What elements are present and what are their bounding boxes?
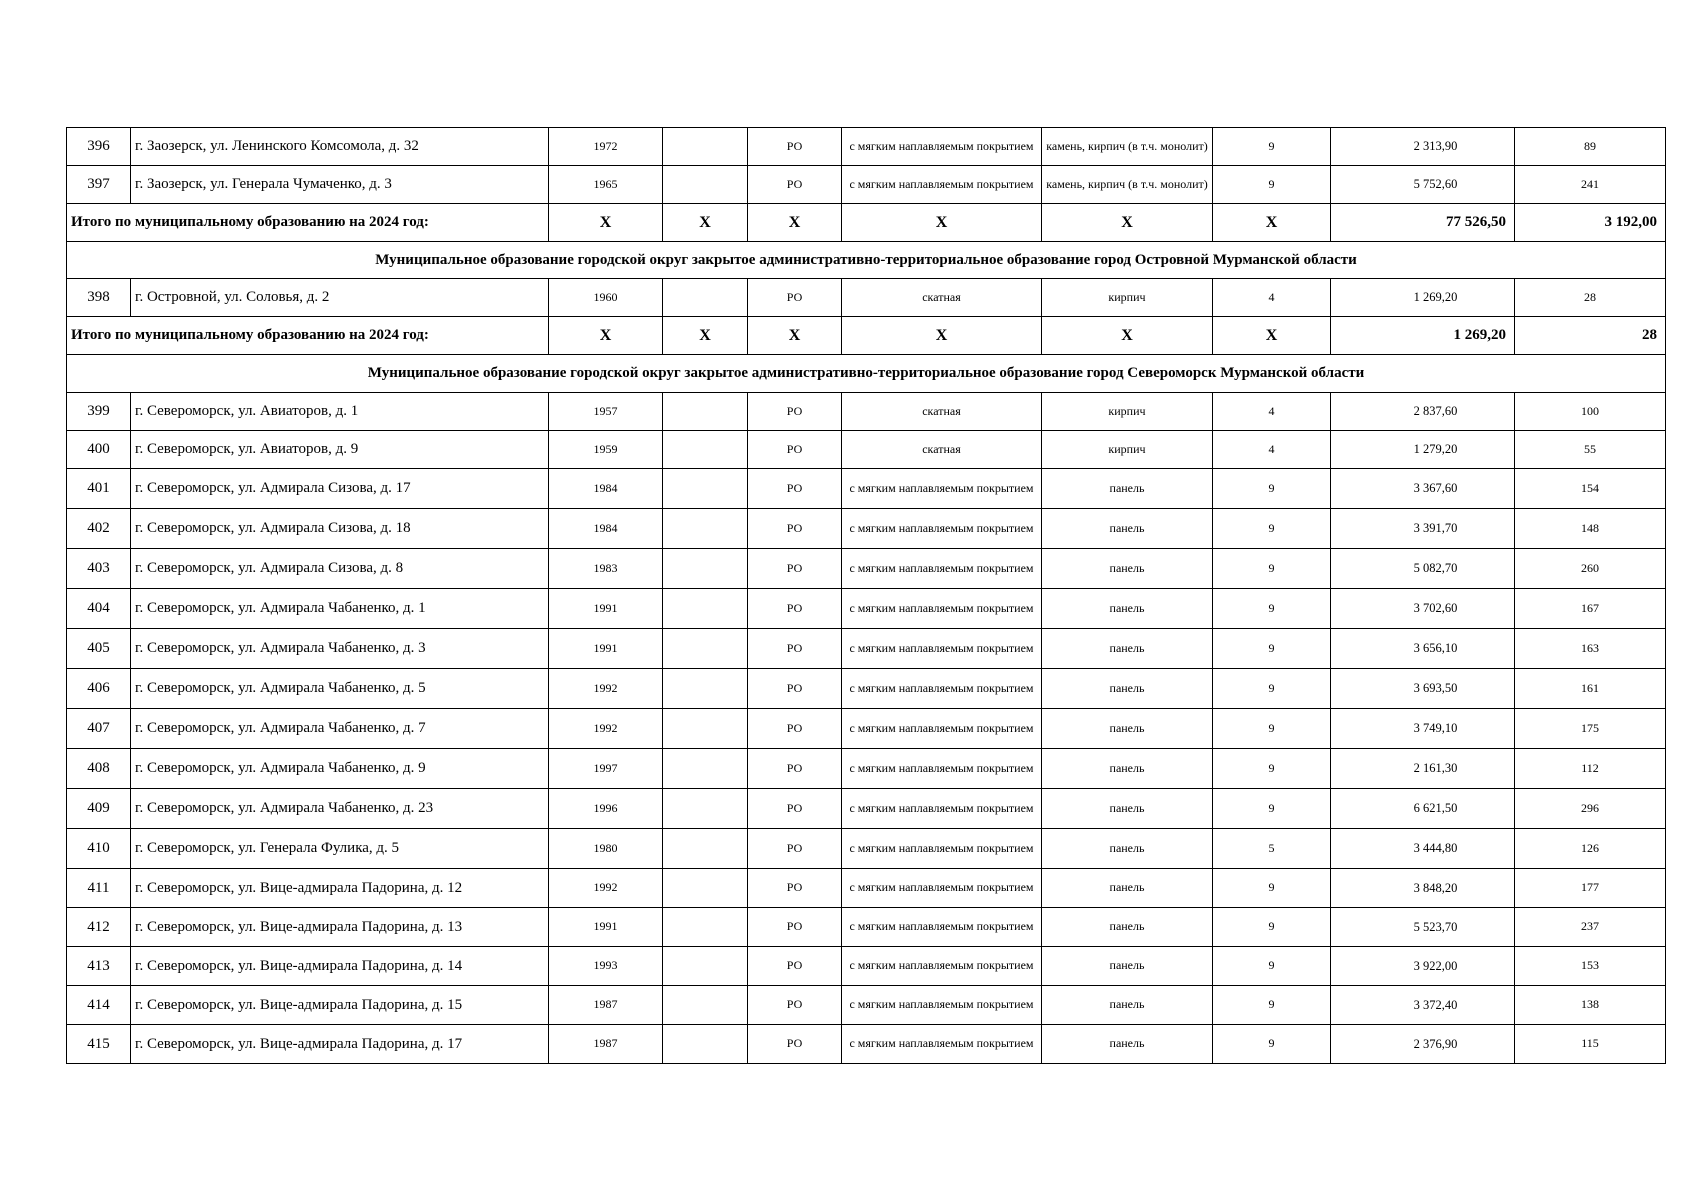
empty-cell [663, 986, 748, 1025]
year-cell: 1957 [549, 393, 663, 431]
roof-type-cell: с мягким наплавляемым покрытием [842, 1025, 1042, 1064]
wall-material-cell: панель [1042, 789, 1213, 829]
wall-material-cell: панель [1042, 829, 1213, 869]
year-cell: 1996 [549, 789, 663, 829]
x-mark-cell: X [748, 204, 842, 242]
table-row [67, 789, 1666, 829]
empty-cell [663, 669, 748, 709]
wall-material-cell: панель [1042, 669, 1213, 709]
row-number-cell: 405 [67, 629, 131, 669]
total-residents-cell: 3 192,00 [1515, 204, 1666, 242]
year-cell: 1972 [549, 128, 663, 166]
table-row [67, 947, 1666, 986]
address-cell: г. Североморск, ул. Вице-адмирала Падорина, д. 13 [131, 908, 549, 947]
residents-cell: 28 [1515, 279, 1666, 317]
year-cell: 1997 [549, 749, 663, 789]
x-mark-cell: X [663, 204, 748, 242]
row-number-cell: 409 [67, 789, 131, 829]
type-cell: РО [748, 1025, 842, 1064]
table-row [67, 709, 1666, 749]
type-cell: РО [748, 869, 842, 908]
area-cell: 3 367,60 [1331, 469, 1515, 509]
row-number-cell: 414 [67, 986, 131, 1025]
address-cell: г. Североморск, ул. Адмирала Сизова, д. 8 [131, 549, 549, 589]
total-area-cell: 77 526,50 [1331, 204, 1515, 242]
total-label-cell: Итого по муниципальному образованию на 2024 год: [67, 204, 549, 242]
roof-type-cell: с мягким наплавляемым покрытием [842, 469, 1042, 509]
floors-cell: 9 [1213, 549, 1331, 589]
area-cell: 2 376,90 [1331, 1025, 1515, 1064]
residents-cell: 138 [1515, 986, 1666, 1025]
residents-cell: 296 [1515, 789, 1666, 829]
address-cell: г. Заозерск, ул. Генерала Чумаченко, д. 3 [131, 166, 549, 204]
x-mark-cell: X [1213, 204, 1331, 242]
floors-cell: 9 [1213, 869, 1331, 908]
type-cell: РО [748, 589, 842, 629]
floors-cell: 9 [1213, 947, 1331, 986]
roof-type-cell: с мягким наплавляемым покрытием [842, 589, 1042, 629]
empty-cell [663, 709, 748, 749]
type-cell: РО [748, 393, 842, 431]
x-mark-cell: X [748, 317, 842, 355]
type-cell: РО [748, 829, 842, 869]
year-cell: 1992 [549, 869, 663, 908]
roof-type-cell: с мягким наплавляемым покрытием [842, 749, 1042, 789]
year-cell: 1984 [549, 509, 663, 549]
wall-material-cell: панель [1042, 908, 1213, 947]
wall-material-cell: панель [1042, 709, 1213, 749]
table-row [67, 1025, 1666, 1064]
area-cell: 3 922,00 [1331, 947, 1515, 986]
x-mark-cell: X [663, 317, 748, 355]
type-cell: РО [748, 166, 842, 204]
empty-cell [663, 829, 748, 869]
year-cell: 1987 [549, 986, 663, 1025]
floors-cell: 4 [1213, 279, 1331, 317]
residents-cell: 161 [1515, 669, 1666, 709]
type-cell: РО [748, 789, 842, 829]
area-cell: 5 752,60 [1331, 166, 1515, 204]
row-number-cell: 407 [67, 709, 131, 749]
table-row [67, 629, 1666, 669]
residents-cell: 55 [1515, 431, 1666, 469]
row-number-cell: 408 [67, 749, 131, 789]
wall-material-cell: панель [1042, 549, 1213, 589]
wall-material-cell: панель [1042, 986, 1213, 1025]
row-number-cell: 410 [67, 829, 131, 869]
address-cell: г. Североморск, ул. Вице-адмирала Падорина, д. 17 [131, 1025, 549, 1064]
area-cell: 3 372,40 [1331, 986, 1515, 1025]
address-cell: г. Североморск, ул. Вице-адмирала Падорина, д. 15 [131, 986, 549, 1025]
floors-cell: 9 [1213, 908, 1331, 947]
table-row [67, 869, 1666, 908]
wall-material-cell: панель [1042, 749, 1213, 789]
row-number-cell: 411 [67, 869, 131, 908]
type-cell: РО [748, 908, 842, 947]
address-cell: г. Североморск, ул. Адмирала Сизова, д. 17 [131, 469, 549, 509]
row-number-cell: 399 [67, 393, 131, 431]
floors-cell: 9 [1213, 509, 1331, 549]
empty-cell [663, 629, 748, 669]
roof-type-cell: с мягким наплавляемым покрытием [842, 166, 1042, 204]
floors-cell: 9 [1213, 128, 1331, 166]
type-cell: РО [748, 986, 842, 1025]
residents-cell: 154 [1515, 469, 1666, 509]
table-row [67, 986, 1666, 1025]
row-number-cell: 403 [67, 549, 131, 589]
empty-cell [663, 431, 748, 469]
row-number-cell: 402 [67, 509, 131, 549]
wall-material-cell: камень, кирпич (в т.ч. монолит) [1042, 128, 1213, 166]
table-row [67, 589, 1666, 629]
x-mark-cell: X [1213, 317, 1331, 355]
wall-material-cell: панель [1042, 1025, 1213, 1064]
address-cell: г. Североморск, ул. Адмирала Чабаненко, д. 7 [131, 709, 549, 749]
roof-type-cell: с мягким наплавляемым покрытием [842, 829, 1042, 869]
section-title-cell: Муниципальное образование городской округ закрытое административно-территориальное образование город Островной Мурманской области [67, 242, 1666, 279]
wall-material-cell: камень, кирпич (в т.ч. монолит) [1042, 166, 1213, 204]
x-mark-cell: X [1042, 317, 1213, 355]
wall-material-cell: панель [1042, 869, 1213, 908]
year-cell: 1992 [549, 709, 663, 749]
total-label-cell: Итого по муниципальному образованию на 2024 год: [67, 317, 549, 355]
roof-type-cell: скатная [842, 393, 1042, 431]
roof-type-cell: с мягким наплавляемым покрытием [842, 869, 1042, 908]
roof-type-cell: с мягким наплавляемым покрытием [842, 789, 1042, 829]
type-cell: РО [748, 749, 842, 789]
table-row [67, 749, 1666, 789]
x-mark-cell: X [842, 204, 1042, 242]
table-row [67, 166, 1666, 204]
residents-cell: 260 [1515, 549, 1666, 589]
row-number-cell: 412 [67, 908, 131, 947]
x-mark-cell: X [842, 317, 1042, 355]
type-cell: РО [748, 509, 842, 549]
address-cell: г. Заозерск, ул. Ленинского Комсомола, д. 32 [131, 128, 549, 166]
row-number-cell: 397 [67, 166, 131, 204]
address-cell: г. Североморск, ул. Вице-адмирала Падорина, д. 12 [131, 869, 549, 908]
wall-material-cell: панель [1042, 629, 1213, 669]
table-row [67, 128, 1666, 166]
table-row [67, 431, 1666, 469]
area-cell: 3 749,10 [1331, 709, 1515, 749]
table-row [67, 469, 1666, 509]
row-number-cell: 401 [67, 469, 131, 509]
empty-cell [663, 869, 748, 908]
residents-cell: 177 [1515, 869, 1666, 908]
empty-cell [663, 947, 748, 986]
residents-cell: 163 [1515, 629, 1666, 669]
wall-material-cell: кирпич [1042, 431, 1213, 469]
total-row [67, 204, 1666, 242]
area-cell: 3 702,60 [1331, 589, 1515, 629]
row-number-cell: 400 [67, 431, 131, 469]
empty-cell [663, 469, 748, 509]
residents-cell: 167 [1515, 589, 1666, 629]
residents-cell: 241 [1515, 166, 1666, 204]
empty-cell [663, 749, 748, 789]
row-number-cell: 406 [67, 669, 131, 709]
year-cell: 1960 [549, 279, 663, 317]
residents-cell: 148 [1515, 509, 1666, 549]
floors-cell: 9 [1213, 986, 1331, 1025]
floors-cell: 9 [1213, 789, 1331, 829]
area-cell: 3 391,70 [1331, 509, 1515, 549]
address-cell: г. Североморск, ул. Вице-адмирала Падорина, д. 14 [131, 947, 549, 986]
floors-cell: 9 [1213, 1025, 1331, 1064]
roof-type-cell: с мягким наплавляемым покрытием [842, 986, 1042, 1025]
section-title-cell: Муниципальное образование городской округ закрытое административно-территориальное образование город Североморск Мурманской области [67, 355, 1666, 393]
total-row [67, 317, 1666, 355]
x-mark-cell: X [549, 204, 663, 242]
year-cell: 1991 [549, 908, 663, 947]
type-cell: РО [748, 947, 842, 986]
area-cell: 2 837,60 [1331, 393, 1515, 431]
row-number-cell: 404 [67, 589, 131, 629]
year-cell: 1991 [549, 629, 663, 669]
x-mark-cell: X [1042, 204, 1213, 242]
area-cell: 5 523,70 [1331, 908, 1515, 947]
type-cell: РО [748, 669, 842, 709]
empty-cell [663, 128, 748, 166]
wall-material-cell: кирпич [1042, 393, 1213, 431]
type-cell: РО [748, 279, 842, 317]
type-cell: РО [748, 549, 842, 589]
type-cell: РО [748, 709, 842, 749]
housing-register-table [66, 127, 1666, 1064]
table-row [67, 669, 1666, 709]
row-number-cell: 398 [67, 279, 131, 317]
address-cell: г. Североморск, ул. Адмирала Чабаненко, д. 5 [131, 669, 549, 709]
year-cell: 1992 [549, 669, 663, 709]
address-cell: г. Североморск, ул. Авиаторов, д. 9 [131, 431, 549, 469]
empty-cell [663, 908, 748, 947]
floors-cell: 9 [1213, 709, 1331, 749]
roof-type-cell: с мягким наплавляемым покрытием [842, 947, 1042, 986]
table-row [67, 908, 1666, 947]
type-cell: РО [748, 128, 842, 166]
address-cell: г. Североморск, ул. Адмирала Сизова, д. 18 [131, 509, 549, 549]
area-cell: 5 082,70 [1331, 549, 1515, 589]
year-cell: 1965 [549, 166, 663, 204]
floors-cell: 9 [1213, 589, 1331, 629]
row-number-cell: 396 [67, 128, 131, 166]
empty-cell [663, 509, 748, 549]
empty-cell [663, 789, 748, 829]
residents-cell: 126 [1515, 829, 1666, 869]
roof-type-cell: с мягким наплавляемым покрытием [842, 128, 1042, 166]
roof-type-cell: с мягким наплавляемым покрытием [842, 669, 1042, 709]
roof-type-cell: с мягким наплавляемым покрытием [842, 629, 1042, 669]
year-cell: 1980 [549, 829, 663, 869]
area-cell: 6 621,50 [1331, 789, 1515, 829]
type-cell: РО [748, 629, 842, 669]
year-cell: 1959 [549, 431, 663, 469]
row-number-cell: 413 [67, 947, 131, 986]
floors-cell: 9 [1213, 629, 1331, 669]
empty-cell [663, 279, 748, 317]
area-cell: 2 161,30 [1331, 749, 1515, 789]
table-row [67, 509, 1666, 549]
table-row [67, 279, 1666, 317]
roof-type-cell: с мягким наплавляемым покрытием [842, 509, 1042, 549]
table-row [67, 549, 1666, 589]
address-cell: г. Североморск, ул. Авиаторов, д. 1 [131, 393, 549, 431]
address-cell: г. Североморск, ул. Адмирала Чабаненко, д. 9 [131, 749, 549, 789]
floors-cell: 5 [1213, 829, 1331, 869]
residents-cell: 175 [1515, 709, 1666, 749]
empty-cell [663, 166, 748, 204]
year-cell: 1983 [549, 549, 663, 589]
wall-material-cell: панель [1042, 947, 1213, 986]
roof-type-cell: с мягким наплавляемым покрытием [842, 549, 1042, 589]
total-area-cell: 1 269,20 [1331, 317, 1515, 355]
wall-material-cell: панель [1042, 509, 1213, 549]
floors-cell: 4 [1213, 393, 1331, 431]
residents-cell: 153 [1515, 947, 1666, 986]
wall-material-cell: кирпич [1042, 279, 1213, 317]
empty-cell [663, 589, 748, 629]
table-row [67, 393, 1666, 431]
address-cell: г. Североморск, ул. Адмирала Чабаненко, д. 3 [131, 629, 549, 669]
floors-cell: 9 [1213, 166, 1331, 204]
year-cell: 1993 [549, 947, 663, 986]
residents-cell: 89 [1515, 128, 1666, 166]
floors-cell: 9 [1213, 749, 1331, 789]
wall-material-cell: панель [1042, 469, 1213, 509]
roof-type-cell: с мягким наплавляемым покрытием [842, 709, 1042, 749]
address-cell: г. Островной, ул. Соловья, д. 2 [131, 279, 549, 317]
section-header-row [67, 242, 1666, 279]
total-residents-cell: 28 [1515, 317, 1666, 355]
table-row [67, 829, 1666, 869]
row-number-cell: 415 [67, 1025, 131, 1064]
address-cell: г. Североморск, ул. Адмирала Чабаненко, д. 23 [131, 789, 549, 829]
roof-type-cell: скатная [842, 431, 1042, 469]
empty-cell [663, 549, 748, 589]
area-cell: 3 444,80 [1331, 829, 1515, 869]
empty-cell [663, 1025, 748, 1064]
residents-cell: 100 [1515, 393, 1666, 431]
empty-cell [663, 393, 748, 431]
roof-type-cell: с мягким наплавляемым покрытием [842, 908, 1042, 947]
floors-cell: 4 [1213, 431, 1331, 469]
year-cell: 1987 [549, 1025, 663, 1064]
year-cell: 1991 [549, 589, 663, 629]
type-cell: РО [748, 469, 842, 509]
x-mark-cell: X [549, 317, 663, 355]
address-cell: г. Североморск, ул. Генерала Фулика, д. 5 [131, 829, 549, 869]
residents-cell: 115 [1515, 1025, 1666, 1064]
area-cell: 1 269,20 [1331, 279, 1515, 317]
residents-cell: 112 [1515, 749, 1666, 789]
wall-material-cell: панель [1042, 589, 1213, 629]
type-cell: РО [748, 431, 842, 469]
floors-cell: 9 [1213, 469, 1331, 509]
section-header-row [67, 355, 1666, 393]
area-cell: 3 848,20 [1331, 869, 1515, 908]
area-cell: 3 693,50 [1331, 669, 1515, 709]
floors-cell: 9 [1213, 669, 1331, 709]
area-cell: 2 313,90 [1331, 128, 1515, 166]
table-body [67, 128, 1666, 1064]
residents-cell: 237 [1515, 908, 1666, 947]
area-cell: 3 656,10 [1331, 629, 1515, 669]
area-cell: 1 279,20 [1331, 431, 1515, 469]
address-cell: г. Североморск, ул. Адмирала Чабаненко, д. 1 [131, 589, 549, 629]
roof-type-cell: скатная [842, 279, 1042, 317]
year-cell: 1984 [549, 469, 663, 509]
